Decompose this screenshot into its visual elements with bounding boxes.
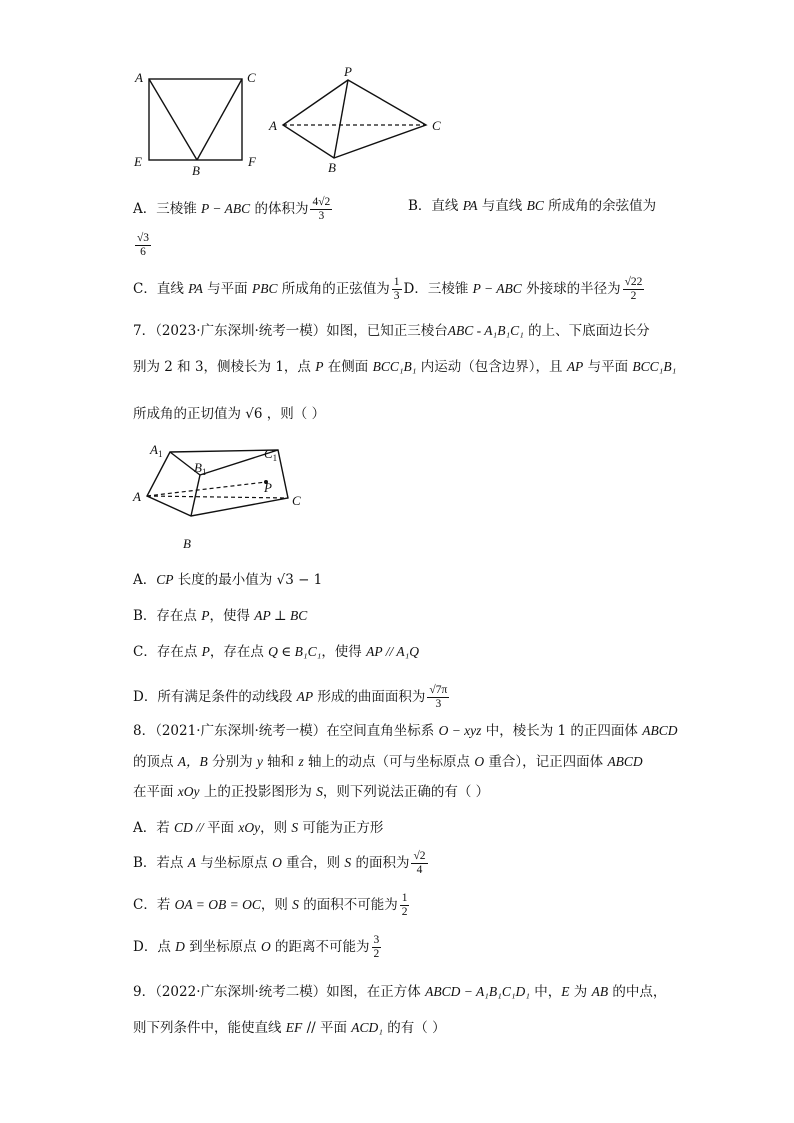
label-C: C [292, 493, 301, 508]
q7-option-d: D．所有满足条件的动线段 AP 形成的曲面面积为 $\frac{√7\pi}{3}$ [133, 684, 448, 710]
rectangle-aefc [149, 79, 242, 160]
label-P: P [344, 64, 352, 79]
q8-stem-line2: 的顶点 A，B 分别为 y 轴和 z 轴上的动点（可与坐标原点 O 重合），记正四面体 ABCD [133, 754, 643, 770]
q6-option-c: C．直线 PA 与平面 PBC 所成角的正弦值为 $\frac{1}{3}$ D．三棱锥 P − ABC 外接球的半径为 $\frac{√22}{2}$ [133, 276, 643, 302]
label-A: A [135, 70, 143, 85]
figure-frustum [128, 438, 328, 553]
label-C1: $C_1$ [264, 446, 278, 463]
q7-option-c: C．存在点 P，存在点 Q ∈ B₁C₁，使得 AP // A₁Q [133, 644, 420, 660]
label-A: A [269, 118, 277, 133]
q7-option-a: A．CP 长度的最小值为 √3 − 1 [133, 572, 323, 588]
label-C: C [247, 70, 256, 85]
q9-stem-line1: 9．（2022·广东深圳·统考二模）如图，在正方体 ABCD − A₁B₁C₁D₁ 中，E 为 AB 的中点， [133, 984, 667, 1000]
figure-tetrahedron [266, 64, 446, 179]
q6-option-b: B．直线 PA 与直线 BC 所成角的余弦值为 [408, 198, 657, 214]
label-B: B [183, 536, 191, 551]
label-F: F [248, 154, 256, 169]
label-A: A [133, 489, 141, 504]
q9-stem-line2: 则下列条件中，能使直线 EF // 平面 ACD₁ 的有（ ） [133, 1020, 446, 1036]
q6-option-a: A．三棱锥 P − ABC 的体积为 $\frac{4√2}{3}$ [133, 196, 331, 222]
q8-stem-line3: 在平面 xOy 上的正投影图形为 S，则下列说法正确的有（ ） [133, 784, 490, 800]
label-E: E [134, 154, 142, 169]
q7-stem-line1: 7．（2023·广东深圳·统考一模）如图，已知正三棱台ABC - A₁B₁C₁ 的上、下底面边长分 [133, 323, 650, 339]
label-B: B [192, 163, 200, 178]
label-C: C [432, 118, 441, 133]
label-B1: $B_1$ [194, 460, 207, 477]
q7-stem-line2: 别为 2 和 3，侧棱长为 1，点 P 在侧面 BCC₁B₁ 内运动（包含边界），且 AP 与平面 BCC₁B₁ [133, 359, 677, 375]
q6-option-b-value: $\frac{√3}{6}$ [137, 232, 150, 258]
label-B: B [328, 160, 336, 175]
q8-option-c: C．若 OA = OB = OC，则 S 的面积不可能为 $\frac{1}{2}$ [133, 892, 408, 918]
q7-option-b: B．存在点 P，使得 AP ⊥ BC [133, 608, 308, 624]
label-A1: $A_1$ [150, 442, 163, 459]
q8-option-a: A．若 CD // 平面 xOy，则 S 可能为正方形 [133, 820, 384, 836]
figure-rectangle [128, 64, 268, 179]
q8-option-b: B．若点 A 与坐标原点 O 重合，则 S 的面积为 $\frac{√2}{4}$ [133, 850, 426, 876]
q8-option-d: D．点 D 到坐标原点 O 的距离不可能为 $\frac{3}{2}$ [133, 934, 380, 960]
q8-stem-line1: 8．（2021·广东深圳·统考一模）在空间直角坐标系 O − xyz 中，棱长为 1 的正四面体 ABCD [133, 723, 678, 739]
label-P: P [264, 480, 272, 495]
q7-stem-line3: 所成角的正切值为 √6 ，则（ ） [133, 406, 326, 422]
